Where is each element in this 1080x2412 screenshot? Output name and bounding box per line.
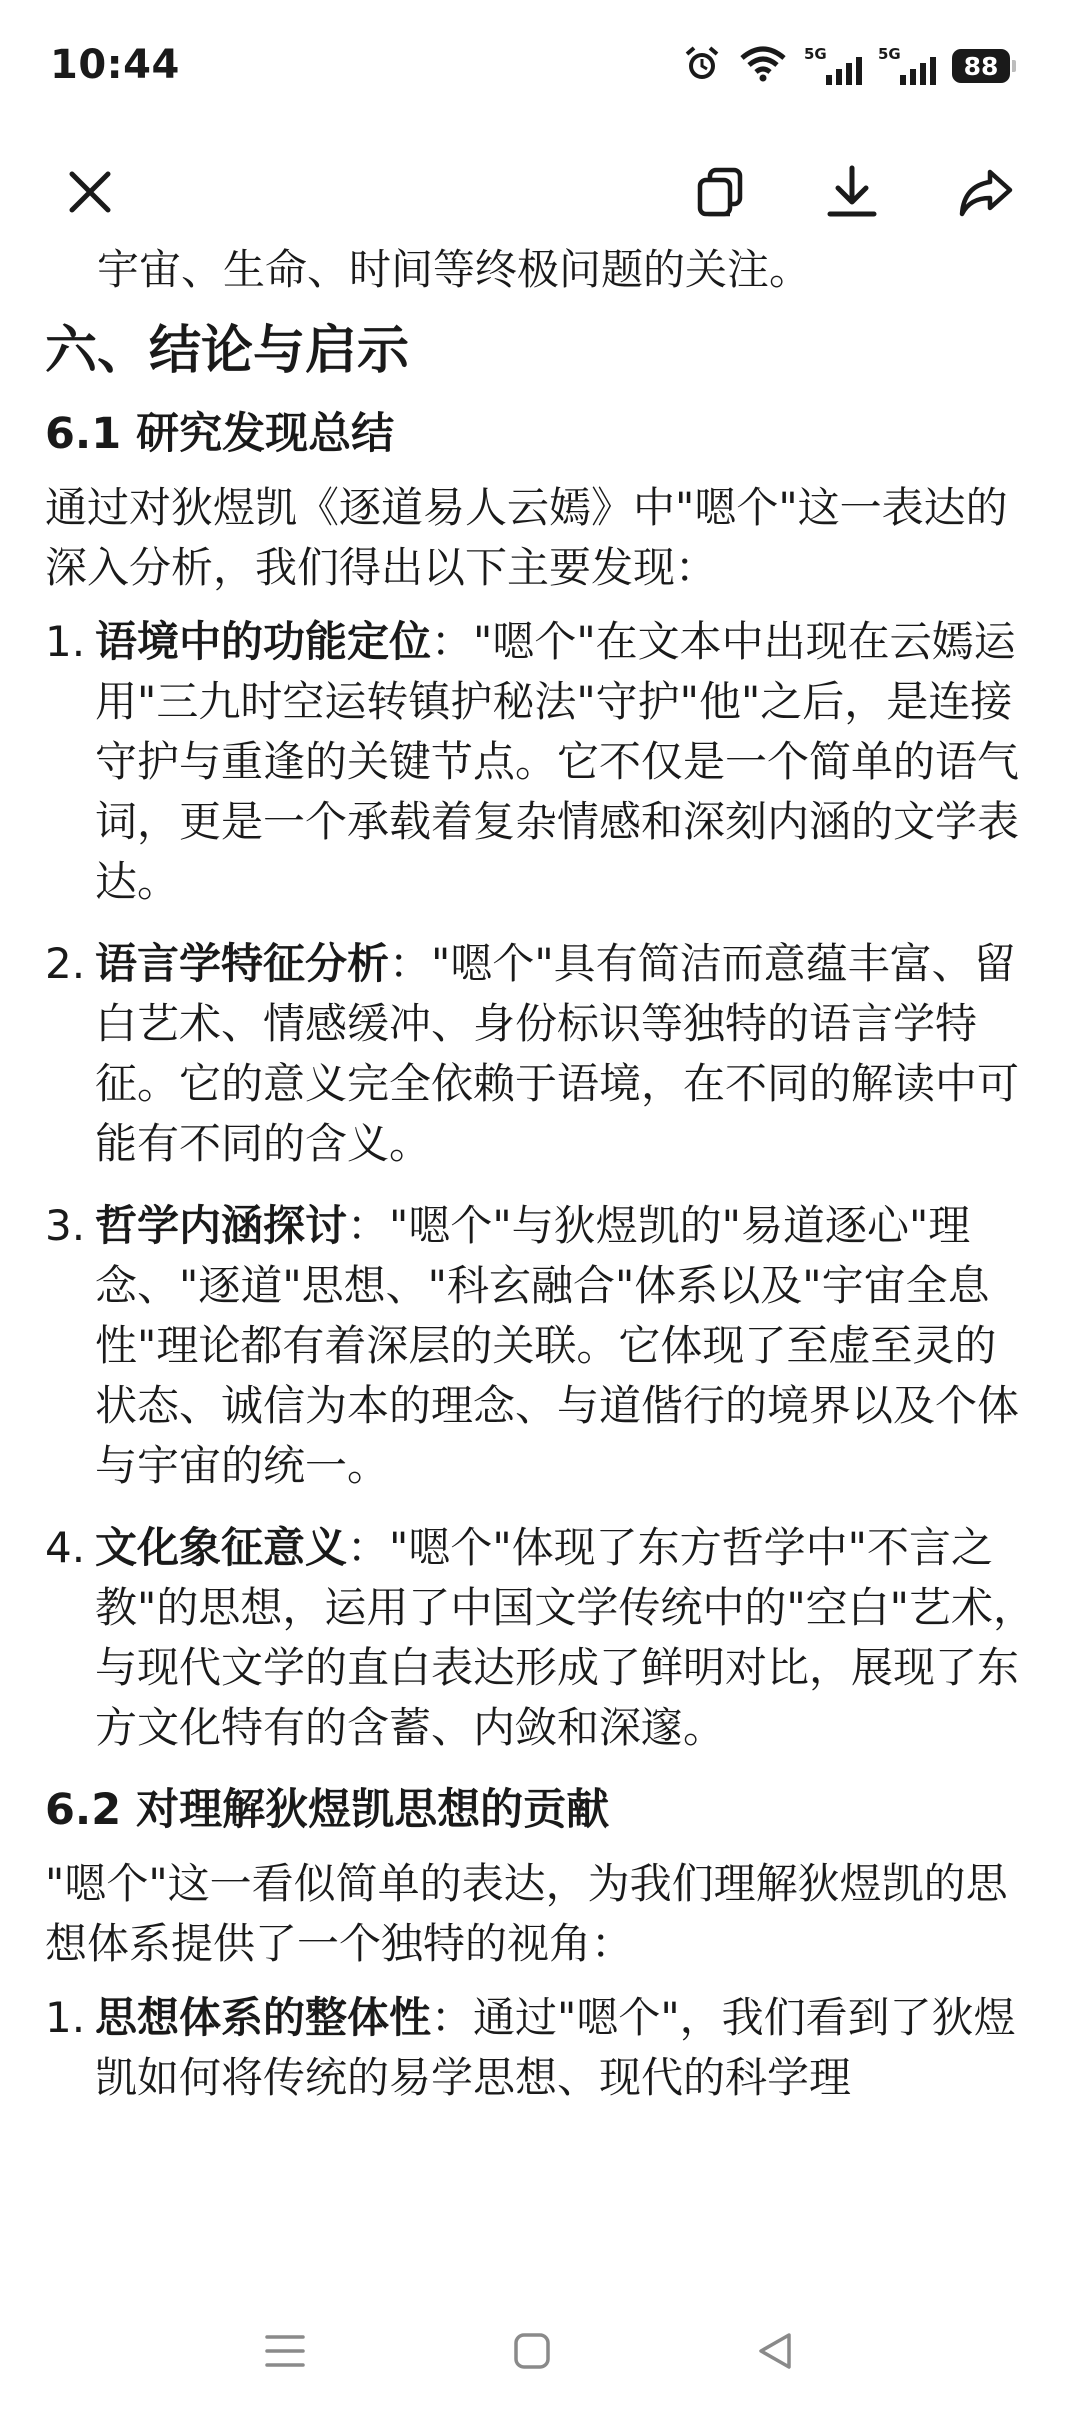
list-term: 文化象征意义 — [95, 1523, 348, 1572]
article-scroll — [45, 180, 1035, 2130]
list-term: 思想体系的整体性 — [95, 1993, 432, 2042]
paragraph: 通过对狄煜凯《逐道易人云嫣》中"嗯个"这一表达的深入分析，我们得出以下主要发现： — [45, 483, 1008, 592]
list-number: 2. — [45, 939, 86, 988]
battery-indicator: 88 — [952, 49, 1010, 83]
list-term: 语言学特征分析 — [95, 939, 390, 988]
subsection-heading: 6.1 研究发现总结 — [45, 409, 395, 459]
list-number: 1. — [45, 1993, 86, 2042]
network-label: 5G — [878, 45, 901, 63]
system-nav-bar — [0, 2290, 1080, 2412]
cut-line-tail: 宇宙、生命、时间等终极问题的关注。 — [97, 245, 812, 294]
list-text — [95, 1988, 1035, 2108]
signal-icon — [878, 47, 936, 85]
menu-icon[interactable] — [250, 2316, 320, 2386]
alarm-icon — [682, 44, 722, 88]
list-text — [95, 934, 1035, 1174]
status-bar — [0, 0, 1080, 140]
article-content[interactable] — [45, 0, 1035, 2290]
list-item — [45, 1518, 1035, 1758]
home-icon[interactable] — [497, 2316, 567, 2386]
subsection-heading: 6.2 对理解狄煜凯思想的贡献 — [45, 1785, 610, 1835]
back-icon[interactable] — [740, 2316, 810, 2386]
status-icons — [682, 44, 1010, 88]
copy-icon[interactable] — [680, 152, 760, 232]
list-number: 3. — [45, 1201, 86, 1250]
section-heading: 六、结论与启示 — [45, 321, 410, 381]
contributions-list — [45, 1988, 1035, 2108]
list-term: 语境中的功能定位 — [95, 617, 432, 666]
close-icon[interactable] — [50, 152, 130, 232]
share-icon[interactable] — [945, 152, 1025, 232]
list-text — [95, 1196, 1035, 1496]
list-number: 4. — [45, 1523, 86, 1572]
top-toolbar — [0, 140, 1080, 245]
list-number: 1. — [45, 617, 86, 666]
wifi-icon — [738, 44, 788, 88]
paragraph: "嗯个"这一看似简单的表达，为我们理解狄煜凯的思想体系提供了一个独特的视角： — [45, 1859, 1008, 1968]
list-item — [45, 934, 1035, 1174]
list-desc: ：通过"嗯个"，我们看到了狄煜凯如何将传统的易学思想、现代的科学理 — [95, 1993, 1016, 2102]
findings-list — [45, 612, 1035, 1758]
network-label: 5G — [804, 45, 827, 63]
signal-icon — [804, 47, 862, 85]
list-desc: ："嗯个"具有简洁而意蕴丰富、留白艺术、情感缓冲、身份标识等独特的语言学特征。它的意义完全依赖于语境，在不同的解读中可能有不同的含义。 — [95, 939, 1020, 1168]
list-item — [45, 612, 1035, 912]
list-text — [95, 612, 1035, 912]
status-time: 10:44 — [50, 42, 180, 88]
list-desc: ："嗯个"在文本中出现在云嫣运用"三九时空运转镇护秘法"守护"他"之后，是连接守护与重逢的关键节点。它不仅是一个简单的语气词，更是一个承载着复杂情感和深刻内涵的文学表达。 — [95, 617, 1020, 906]
list-text — [95, 1518, 1035, 1758]
list-desc: ："嗯个"体现了东方哲学中"不言之教"的思想，运用了中国文学传统中的"空白"艺术，与现代文学的直白表达形成了鲜明对比，展现了东方文化特有的含蓄、内敛和深邃。 — [95, 1523, 1035, 1752]
list-term: 哲学内涵探讨 — [95, 1201, 348, 1250]
list-desc: ："嗯个"与狄煜凯的"易道逐心"理念、"逐道"思想、"科玄融合"体系以及"宇宙全息性"理论都有着深层的关联。它体现了至虚至灵的状态、诚信为本的理念、与道偕行的境界以及个体与宇宙的统一。 — [95, 1201, 1020, 1490]
list-item — [45, 1196, 1035, 1496]
list-item — [45, 1988, 1035, 2108]
download-icon[interactable] — [812, 152, 892, 232]
